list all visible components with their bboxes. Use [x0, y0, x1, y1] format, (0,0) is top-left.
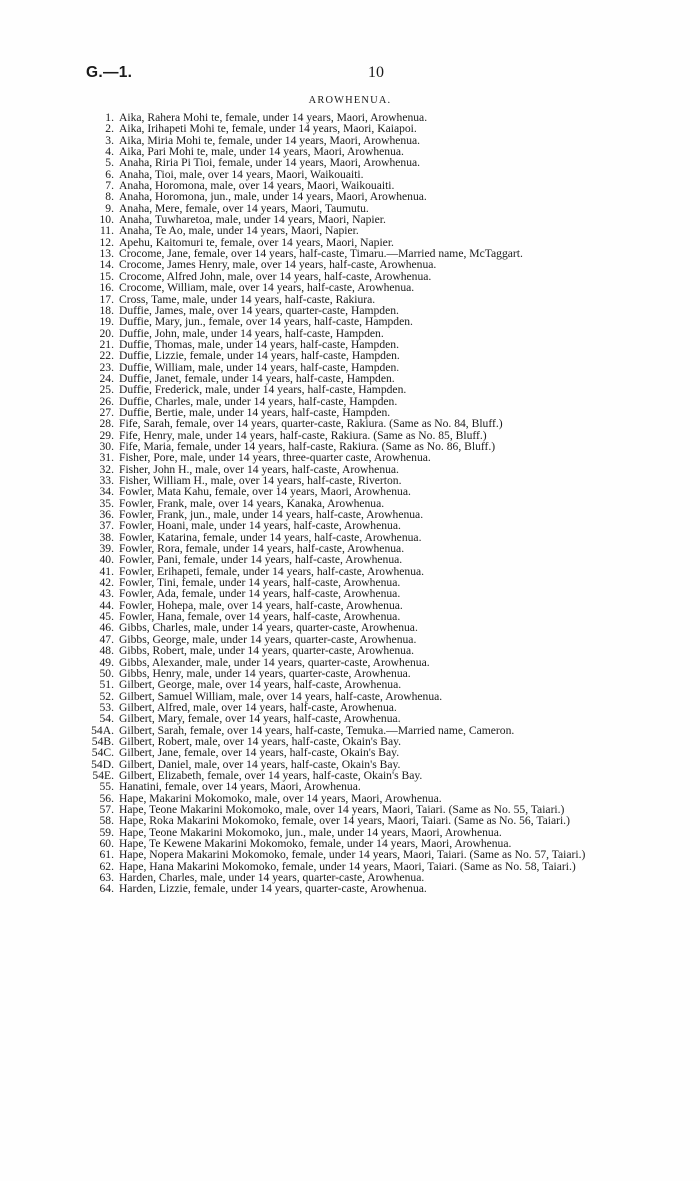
entry-text: Gilbert, Robert, male, over 14 years, half-caste, Okain's Bay.: [119, 734, 402, 748]
entry-number: 7.: [105, 179, 114, 193]
entry-text: Hape, Hana Makarini Mokomoko, female, under 14 years, Maori, Taiari. (Same as No. 58, Taiari.): [119, 859, 576, 873]
entry-number: 23.: [99, 360, 114, 374]
entry-number: 45.: [99, 610, 114, 624]
entry-text: Hape, Makarini Mokomoko, male, over 14 years, Maori, Arowhenua.: [119, 791, 442, 805]
entry-text: Gilbert, Jane, female, over 14 years, half-caste, Okain's Bay.: [119, 746, 400, 760]
list-item: [86, 452, 668, 463]
entry-text: Duffie, William, male, under 14 years, half-caste, Hampden.: [119, 360, 400, 374]
list-item: [86, 781, 668, 792]
entry-number: 49.: [99, 655, 114, 669]
page-header: [86, 64, 646, 84]
entry-text: Aika, Miria Mohi te, female, under 14 years, Maori, Arowhenua.: [119, 133, 421, 147]
entry-number: 11.: [99, 224, 114, 238]
entry-text: Harden, Lizzie, female, under 14 years, quarter-caste, Arowhenua.: [119, 882, 427, 896]
entry-text: Duffie, John, male, under 14 years, half-caste, Hampden.: [119, 326, 384, 340]
entry-text: Harden, Charles, male, under 14 years, quarter-caste, Arowhenua.: [119, 871, 425, 885]
entry-text: Crocome, Jane, female, over 14 years, half-caste, Timaru.—Married name, McTaggart.: [119, 247, 523, 261]
entry-text: Fowler, Erihapeti, female, under 14 years, half-caste, Arowhenua.: [119, 564, 425, 578]
entry-number: 39.: [99, 542, 114, 556]
entry-number: 19.: [99, 315, 114, 329]
entry-number: 5.: [105, 156, 114, 170]
entry-number: 27.: [99, 405, 114, 419]
entry-number: 12.: [99, 235, 114, 249]
entry-number: 54D.: [91, 757, 114, 771]
entry-text: Anaha, Tioi, male, over 14 years, Maori, Waikouaiti.: [119, 167, 364, 181]
entry-number: 15.: [99, 269, 114, 283]
entry-text: Fowler, Hoani, male, under 14 years, half-caste, Arowhenua.: [119, 519, 401, 533]
entry-text: Crocome, James Henry, male, over 14 years, half-caste, Arowhenua.: [119, 258, 437, 272]
entry-number: 2.: [105, 122, 114, 136]
entry-text: Gibbs, Alexander, male, under 14 years, quarter-caste, Arowhenua.: [119, 655, 430, 669]
entry-number: 9.: [105, 201, 114, 215]
entry-number: 63.: [99, 871, 114, 885]
entry-number: 10.: [99, 213, 114, 227]
document-reference: G.—1.: [86, 64, 133, 81]
entry-number: 41.: [99, 564, 114, 578]
entry-number: 56.: [99, 791, 114, 805]
entry-text: Duffie, James, male, over 14 years, quarter-caste, Hampden.: [119, 303, 399, 317]
list-item: [86, 883, 668, 894]
entry-number: 25.: [99, 383, 114, 397]
entry-number: 59.: [99, 825, 114, 839]
entry-text: Aika, Irihapeti Mohi te, female, under 14 years, Maori, Kaiapoi.: [119, 122, 417, 136]
entry-number: 14.: [99, 258, 114, 272]
entry-text: Gilbert, Elizabeth, female, over 14 years, half-caste, Okain's Bay.: [119, 768, 423, 782]
entry-text: Apehu, Kaitomuri te, female, over 14 years, Maori, Napier.: [119, 235, 394, 249]
list-item: [86, 815, 668, 826]
entry-number: 48.: [99, 644, 114, 658]
entry-text: Fowler, Hana, female, over 14 years, half-caste, Arowhenua.: [119, 610, 401, 624]
list-item: [86, 282, 668, 293]
entry-text: Duffie, Lizzie, female, under 14 years, half-caste, Hampden.: [119, 349, 400, 363]
entry-number: 54A.: [91, 723, 114, 737]
entry-text: Fowler, Pani, female, under 14 years, half-caste, Arowhenua.: [119, 553, 403, 567]
entry-text: Hape, Roka Makarini Mokomoko, female, over 14 years, Maori, Taiari. (Same as No. 56, Taiari.): [119, 814, 570, 828]
entry-text: Fisher, Pore, male, under 14 years, three-quarter caste, Arowhenua.: [119, 451, 431, 465]
entry-number: 47.: [99, 632, 114, 646]
entry-number: 54.: [99, 712, 114, 726]
entry-text: Gibbs, George, male, under 14 years, quarter-caste, Arowhenua.: [119, 632, 417, 646]
entry-text: Fife, Henry, male, under 14 years, half-caste, Rakiura. (Same as No. 85, Bluff.): [119, 428, 487, 442]
entry-text: Anaha, Te Ao, male, under 14 years, Maori, Napier.: [119, 224, 359, 238]
entry-text: Gilbert, Samuel William, male, over 14 years, half-caste, Arowhenua.: [119, 689, 443, 703]
entry-text: Duffie, Janet, female, under 14 years, half-caste, Hampden.: [119, 371, 395, 385]
entry-number: 54E.: [92, 768, 114, 782]
entry-number: 22.: [99, 349, 114, 363]
entry-text: Fowler, Mata Kahu, female, over 14 years, Maori, Arowhenua.: [119, 485, 411, 499]
entry-text: Gilbert, Sarah, female, over 14 years, half-caste, Temuka.—Married name, Cameron.: [119, 723, 515, 737]
entry-number: 3.: [105, 133, 114, 147]
entry-text: Hape, Teone Makarini Mokomoko, jun., male, under 14 years, Maori, Arowhenua.: [119, 825, 502, 839]
entry-text: Gilbert, George, male, over 14 years, half-caste, Arowhenua.: [119, 678, 402, 692]
entry-text: Fowler, Katarina, female, under 14 years, half-caste, Arowhenua.: [119, 530, 422, 544]
entry-number: 51.: [99, 678, 114, 692]
entry-number: 64.: [99, 882, 114, 896]
entry-number: 36.: [99, 508, 114, 522]
entry-number: 62.: [99, 859, 114, 873]
entry-text: Fisher, John H., male, over 14 years, half-caste, Arowhenua.: [119, 462, 399, 476]
entry-text: Aika, Pari Mohi te, male, under 14 years, Maori, Arowhenua.: [119, 145, 404, 159]
entry-number: 42.: [99, 576, 114, 590]
entry-number: 54C.: [91, 746, 114, 760]
entry-number: 44.: [99, 598, 114, 612]
entry-number: 34.: [99, 485, 114, 499]
entry-text: Fowler, Hohepa, male, over 14 years, half-caste, Arowhenua.: [119, 598, 403, 612]
entry-text: Hape, Teone Makarini Mokomoko, male, over 14 years, Maori, Taiari. (Same as No. 55, Taiari.): [119, 802, 565, 816]
entry-number: 55.: [99, 780, 114, 794]
entry-number: 20.: [99, 326, 114, 340]
entry-number: 46.: [99, 621, 114, 635]
entry-number: 52.: [99, 689, 114, 703]
entry-number: 6.: [105, 167, 114, 181]
section-title: AROWHENUA.: [308, 95, 392, 106]
entry-number: 4.: [105, 145, 114, 159]
entry-text: Gibbs, Charles, male, under 14 years, quarter-caste, Arowhenua.: [119, 621, 418, 635]
entry-number: 35.: [99, 496, 114, 510]
list-item: [86, 350, 668, 361]
list-item: [86, 486, 668, 497]
entry-number: 54B.: [91, 734, 114, 748]
entry-text: Anaha, Tuwharetoa, male, under 14 years, Maori, Napier.: [119, 213, 386, 227]
entry-text: Duffie, Mary, jun., female, over 14 years, half-caste, Hampden.: [119, 315, 413, 329]
entry-number: 16.: [99, 281, 114, 295]
entry-text: Hape, Te Kewene Makarini Mokomoko, female, under 14 years, Maori, Arowhenua.: [119, 837, 512, 850]
entry-text: Duffie, Bertie, male, under 14 years, half-caste, Hampden.: [119, 405, 391, 419]
entry-number: 60.: [99, 837, 114, 850]
list-item: [86, 123, 668, 134]
entry-number: 24.: [99, 371, 114, 385]
entry-text: Duffie, Frederick, male, under 14 years, half-caste, Hampden.: [119, 383, 407, 397]
entry-text: Anaha, Horomona, jun., male, under 14 years, Maori, Arowhenua.: [119, 190, 427, 204]
list-item: [86, 747, 668, 758]
entry-text: Crocome, Alfred John, male, over 14 years, half-caste, Arowhenua.: [119, 269, 432, 283]
entry-number: 50.: [99, 666, 114, 680]
entry-text: Cross, Tame, male, under 14 years, half-caste, Rakiura.: [119, 292, 376, 306]
entry-number: 8.: [105, 190, 114, 204]
list-item: [86, 713, 668, 724]
entry-number: 26.: [99, 394, 114, 408]
entry-number: 32.: [99, 462, 114, 476]
page-number: 10: [368, 64, 384, 81]
entry-text: Crocome, William, male, over 14 years, half-caste, Arowhenua.: [119, 281, 415, 295]
list-item: [86, 418, 668, 429]
entry-text: Gilbert, Alfred, male, over 14 years, half-caste, Arowhenua.: [119, 700, 397, 714]
entry-number: 13.: [99, 247, 114, 261]
entry-text: Gilbert, Mary, female, over 14 years, half-caste, Arowhenua.: [119, 712, 401, 726]
list-item: [86, 849, 668, 860]
list-item: [86, 645, 668, 656]
entry-number: 29.: [99, 428, 114, 442]
entry-number: 31.: [99, 451, 114, 465]
entry-text: Fife, Sarah, female, over 14 years, quarter-caste, Rakiura. (Same as No. 84, Bluff.): [119, 417, 503, 431]
list-item: [86, 384, 668, 395]
entry-number: 28.: [99, 417, 114, 431]
entry-number: 38.: [99, 530, 114, 544]
entry-text: Hape, Nopera Makarini Mokomoko, female, under 14 years, Maori, Taiari. (Same as No. 57, Taiari.): [119, 848, 586, 862]
entry-text: Gilbert, Daniel, male, over 14 years, half-caste, Okain's Bay.: [119, 757, 401, 771]
entry-number: 33.: [99, 474, 114, 487]
entry-number: 30.: [99, 439, 114, 453]
entry-text: Gibbs, Robert, male, under 14 years, quarter-caste, Arowhenua.: [119, 644, 414, 658]
list-item: [86, 316, 668, 327]
entry-text: Anaha, Riria Pi Tioi, female, under 14 years, Maori, Arowhenua.: [119, 156, 421, 170]
entry-number: 57.: [99, 802, 114, 816]
entry-text: Duffie, Charles, male, under 14 years, half-caste, Hampden.: [119, 394, 398, 408]
entry-number: 37.: [99, 519, 114, 533]
entry-number: 53.: [99, 700, 114, 714]
entry-number: 1.: [105, 111, 114, 124]
entry-text: Aika, Rahera Mohi te, female, under 14 years, Maori, Arowhenua.: [119, 111, 428, 124]
entry-text: Fife, Maria, female, under 14 years, half-caste, Rakiura. (Same as No. 86, Bluff.): [119, 439, 496, 453]
entry-number: 21.: [99, 337, 114, 351]
entry-text: Hanatini, female, over 14 years, Maori, Arowhenua.: [119, 780, 361, 794]
entry-text: Fowler, Tini, female, under 14 years, half-caste, Arowhenua.: [119, 576, 401, 590]
entry-text: Anaha, Mere, female, over 14 years, Maori, Taumutu.: [119, 201, 369, 215]
entry-text: Gibbs, Henry, male, under 14 years, quarter-caste, Arowhenua.: [119, 666, 411, 680]
entry-number: 18.: [99, 303, 114, 317]
list-item: [86, 679, 668, 690]
entry-number: 58.: [99, 814, 114, 828]
entry-number: 17.: [99, 292, 114, 306]
entry-text: Fisher, William H., male, over 14 years, half-caste, Riverton.: [119, 474, 402, 487]
entry-text: Duffie, Thomas, male, under 14 years, half-caste, Hampden.: [119, 337, 399, 351]
entry-text: Fowler, Rora, female, under 14 years, half-caste, Arowhenua.: [119, 542, 405, 556]
entry-number: 43.: [99, 587, 114, 601]
entry-text: Fowler, Frank, male, over 14 years, Kanaka, Arowhenua.: [119, 496, 385, 510]
entry-text: Fowler, Ada, female, under 14 years, half-caste, Arowhenua.: [119, 587, 401, 601]
entry-number: 40.: [99, 553, 114, 567]
entry-text: Anaha, Horomona, male, over 14 years, Maori, Waikouaiti.: [119, 179, 395, 193]
entry-list: [86, 112, 668, 895]
entry-text: Fowler, Frank, jun., male, under 14 years, half-caste, Arowhenua.: [119, 508, 424, 522]
entry-number: 61.: [99, 848, 114, 862]
